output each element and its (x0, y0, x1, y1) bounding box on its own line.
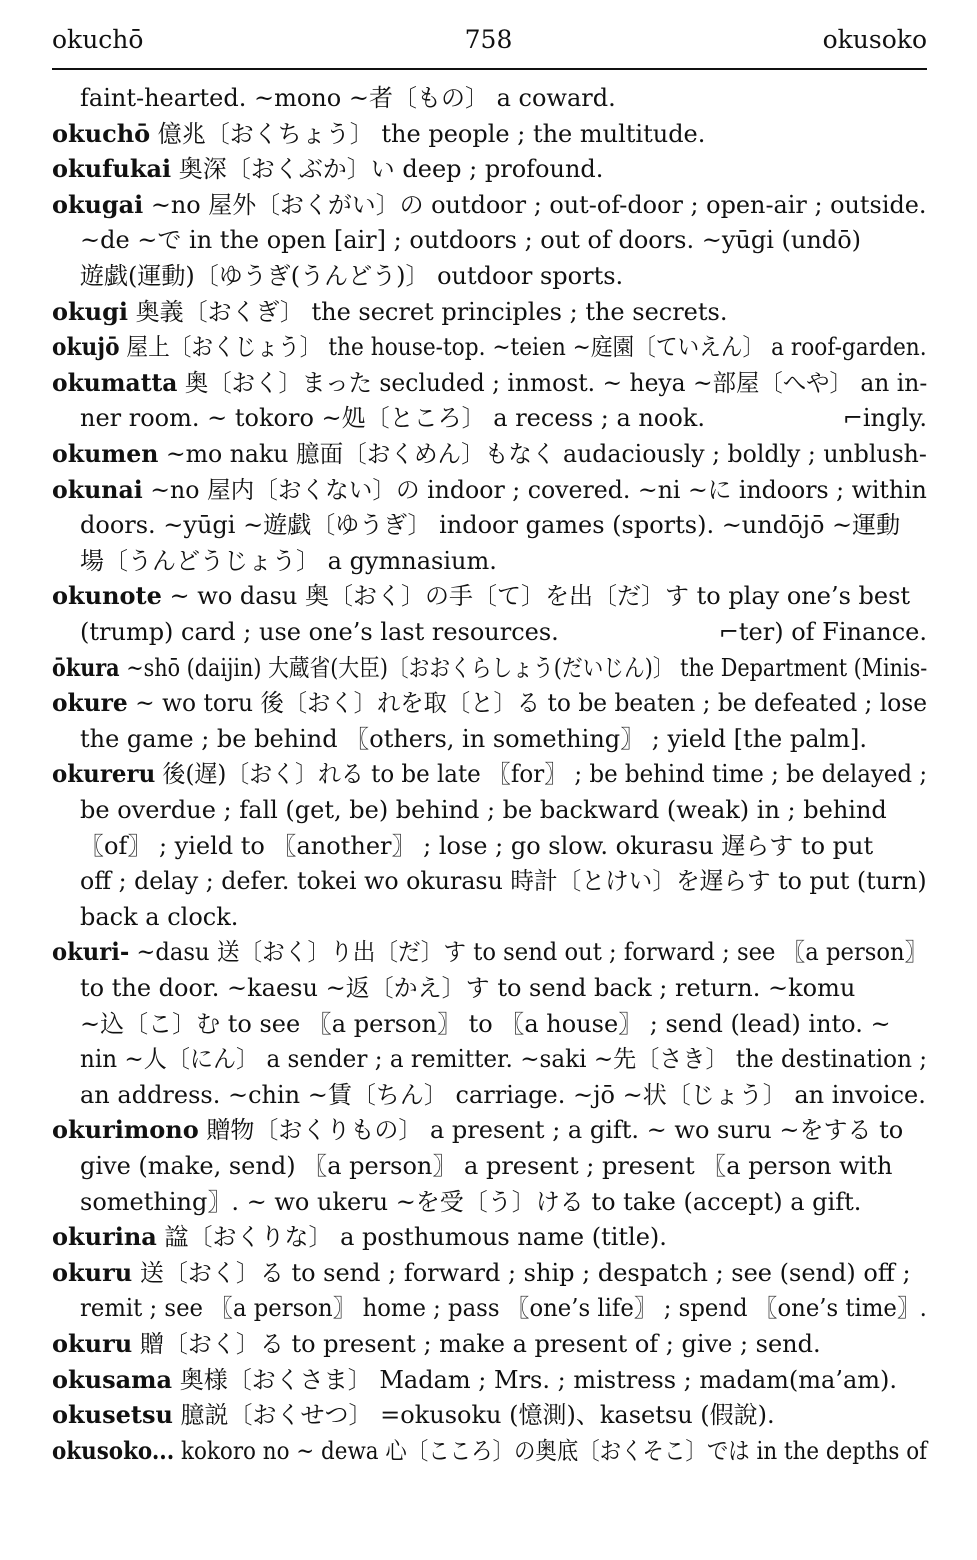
entry-continuation-line (80, 260, 623, 292)
entry-headword-line (52, 1364, 897, 1396)
entry-continuation-line (80, 865, 927, 897)
headword: okujō (52, 332, 120, 362)
headword: okugai (52, 189, 144, 219)
definition-text: 屋上〔おくじょう〕 the house-top. ~teien ~庭園〔ていえん〕 a roof-garden. (119, 333, 927, 362)
entry-headword-line (52, 1257, 911, 1289)
headword: okusama (52, 1364, 173, 1394)
entry-continuation-line (80, 830, 873, 862)
headword: okureru (52, 759, 156, 789)
headword: okumen (52, 439, 159, 468)
definition-text: be overdue ; fall (get, be) behind ; be backward (weak) in ; behind (80, 796, 887, 824)
entry-headword-line (52, 331, 927, 363)
entry-continuation-line (80, 1079, 926, 1111)
definition-text: give (make, send) 〖a person〗 a present ; present 〖a person with (80, 1152, 893, 1180)
entry-continuation-line (80, 723, 867, 755)
entry-continuation-line (80, 972, 855, 1004)
entry-continuation-line (80, 901, 238, 933)
definition-text: 場〔うんどうじょう〕 a gymnasium. (80, 546, 497, 575)
headword: okumatta (52, 367, 178, 397)
runover-fragment: ⌐ter) of Finance. (718, 618, 927, 646)
headword: okurina (52, 1222, 157, 1252)
entry-headword-line (52, 652, 927, 684)
definition-text: off ; delay ; defer. tokei wo okurasu 時計〔とけい〕を遅らす to put (turn) (80, 867, 927, 896)
headword: okugi (52, 296, 128, 326)
definition-text: ~込〔こ〕む to see 〖a person〗 to 〖a house〗 ; send (lead) into. ~ (80, 1009, 891, 1038)
headword: okurimono (52, 1115, 199, 1145)
entry-continuation-line (80, 616, 559, 648)
definition-text: 後(遅)〔おく〕れる to be late 〖for〗 ; be behind time ; be delayed ; (155, 760, 928, 789)
definition-text: 奥〔おく〕まった secluded ; inmost. ~ heya ~部屋〔へや〕 an in- (177, 368, 928, 397)
definition-text: the game ; be behind 〖others, in something〗 ; yield [the palm]. (80, 724, 867, 753)
header-rule (52, 68, 927, 70)
definition-text: 奥義〔おくぎ〕 the secret principles ; the secrets. (127, 297, 728, 326)
definition-text: faint-hearted. ~mono ~者〔もの〕 a coward. (80, 84, 616, 112)
definition-text: ner room. ~ tokoro ~処〔ところ〕 a recess ; a nook. (80, 404, 705, 433)
definition-text: 贈物〔おくりもの〕 a present ; a gift. ~ wo suru ~をする to (198, 1116, 904, 1145)
page-number: 758 (464, 25, 513, 54)
entry-continuation-line (80, 1043, 927, 1075)
definition-text: 臆説〔おくせつ〕 =okusoku (憶測)、kasetsu (假說). (172, 1401, 775, 1430)
definition-text: ~no 屋内〔おくない〕の indoor ; covered. ~ni ~に indoors ; within (142, 475, 927, 504)
entry-headword-line (52, 1328, 821, 1360)
entry-headword-line (52, 936, 927, 968)
definition-text: back a clock. (80, 902, 239, 931)
definition-text: 送〔おく〕る to send ; forward ; ship ; despatch ; see (send) off ; (132, 1258, 911, 1287)
definition-text: 諡〔おくりな〕 a posthumous name (title). (156, 1223, 667, 1252)
definition-text: ~no 屋外〔おくがい〕の outdoor ; out-of-door ; open-air ; outside. (143, 190, 927, 219)
headword: okure (52, 688, 128, 718)
entry-headword-line (52, 1435, 927, 1467)
headword: ōkura (52, 652, 120, 682)
entry-headword-line (52, 296, 727, 328)
headword: okuri- (52, 937, 130, 967)
entry-continuation-line (80, 1186, 861, 1218)
entry-continuation-line (80, 1008, 891, 1040)
headword: okuchō (52, 118, 151, 148)
headword: okunai (52, 474, 143, 504)
definition-text: ~dasu 送〔おく〕り出〔だ〕す to send out ; forward ; see 〖a person〗 (129, 938, 928, 967)
headword: okuru (52, 1257, 133, 1287)
definition-text: to the door. ~kaesu ~返〔かえ〕す to send back ; return. ~komu (80, 974, 856, 1002)
headword: okufukai (52, 154, 172, 184)
definition-text: doors. ~yūgi ~遊戯〔ゆうぎ〕 indoor games (sports). ~undōjō ~運動 (80, 511, 901, 540)
entry-continuation-line (80, 1292, 927, 1324)
right-guide-word: okusoko (822, 25, 927, 54)
definition-text: 贈〔おく〕る to present ; make a present of ; give ; send. (132, 1330, 821, 1358)
headword: okusetsu (52, 1400, 173, 1430)
definition-text: ~ wo dasu 奥〔おく〕の手〔て〕を出〔だ〕す to play one’s best (161, 582, 911, 611)
headword: okuru (52, 1329, 133, 1358)
entry-headword-line (52, 1114, 903, 1146)
definition-text: (trump) card ; use one’s last resources. (80, 618, 559, 646)
headword: okusoko... (52, 1435, 175, 1465)
entry-headword-line (52, 1221, 667, 1253)
entry-continuation-line (80, 545, 497, 577)
left-guide-word: okuchō (52, 25, 144, 54)
entry-headword-line (52, 438, 927, 470)
definition-text: 億兆〔おくちょう〕 the people ; the multitude. (150, 119, 706, 148)
entry-headword-line (52, 1399, 775, 1431)
entry-headword-line (52, 474, 927, 506)
definition-text: 奥深〔おくぶか〕い deep ; profound. (171, 155, 604, 184)
definition-text: 遊戯(運動)〔ゆうぎ(うんどう)〕 outdoor sports. (80, 262, 624, 290)
entry-continuation-line (80, 794, 887, 826)
definition-text: 〖of〗 ; yield to 〖another〗 ; lose ; go slow. okurasu 遅らす to put (80, 831, 874, 860)
entry-headword-line (52, 580, 910, 612)
entry-continuation-line (80, 402, 705, 434)
entry-continuation-line (80, 224, 861, 256)
definition-text: something〗. ~ wo ukeru ~を受〔う〕ける to take (accept) a gift. (80, 1187, 862, 1216)
entry-continuation-line (80, 509, 900, 541)
definition-text: 奥様〔おくさま〕 Madam ; Mrs. ; mistress ; madam(ma’am). (172, 1365, 898, 1394)
runover-fragment: ⌐ingly. (842, 404, 927, 433)
headword: okunote (52, 581, 162, 611)
entry-headword-line (52, 367, 927, 399)
entry-headword-line (52, 687, 927, 719)
entry-headword-line (52, 118, 705, 150)
entry-headword-line (52, 189, 927, 221)
definition-text: kokoro no ~ dewa 心〔こころ〕の奥底〔おくそこ〕では in the depths of (174, 1436, 928, 1465)
definition-text: remit ; see 〖a person〗 home ; pass 〖one’s life〗 ; spend 〖one’s time〗. (80, 1294, 927, 1323)
entry-continuation-line (80, 82, 616, 114)
entry-headword-line (52, 758, 927, 790)
entry-headword-line (52, 153, 603, 185)
definition-text: ~de ~で in the open [air] ; outdoors ; out of doors. ~yūgi (undō) (80, 226, 862, 255)
definition-text: ~mo naku 臆面〔おくめん〕もなく audaciously ; boldly ; unblush- (158, 440, 927, 468)
definition-text: ~ wo toru 後〔おく〕れを取〔と〕る to be beaten ; be defeated ; lose (127, 689, 928, 718)
definition-text: an address. ~chin ~賃〔ちん〕 carriage. ~jō ~状〔じょう〕 an invoice. (80, 1080, 926, 1109)
definition-text: ~shō (daijin) 大蔵省(大臣)〔おおくらしょう(だいじん)〕 the Department (Minis- (119, 653, 928, 682)
entry-continuation-line (80, 1150, 892, 1182)
definition-text: nin ~人〔にん〕 a sender ; a remitter. ~saki ~先〔さき〕 the destination ; (80, 1045, 928, 1074)
